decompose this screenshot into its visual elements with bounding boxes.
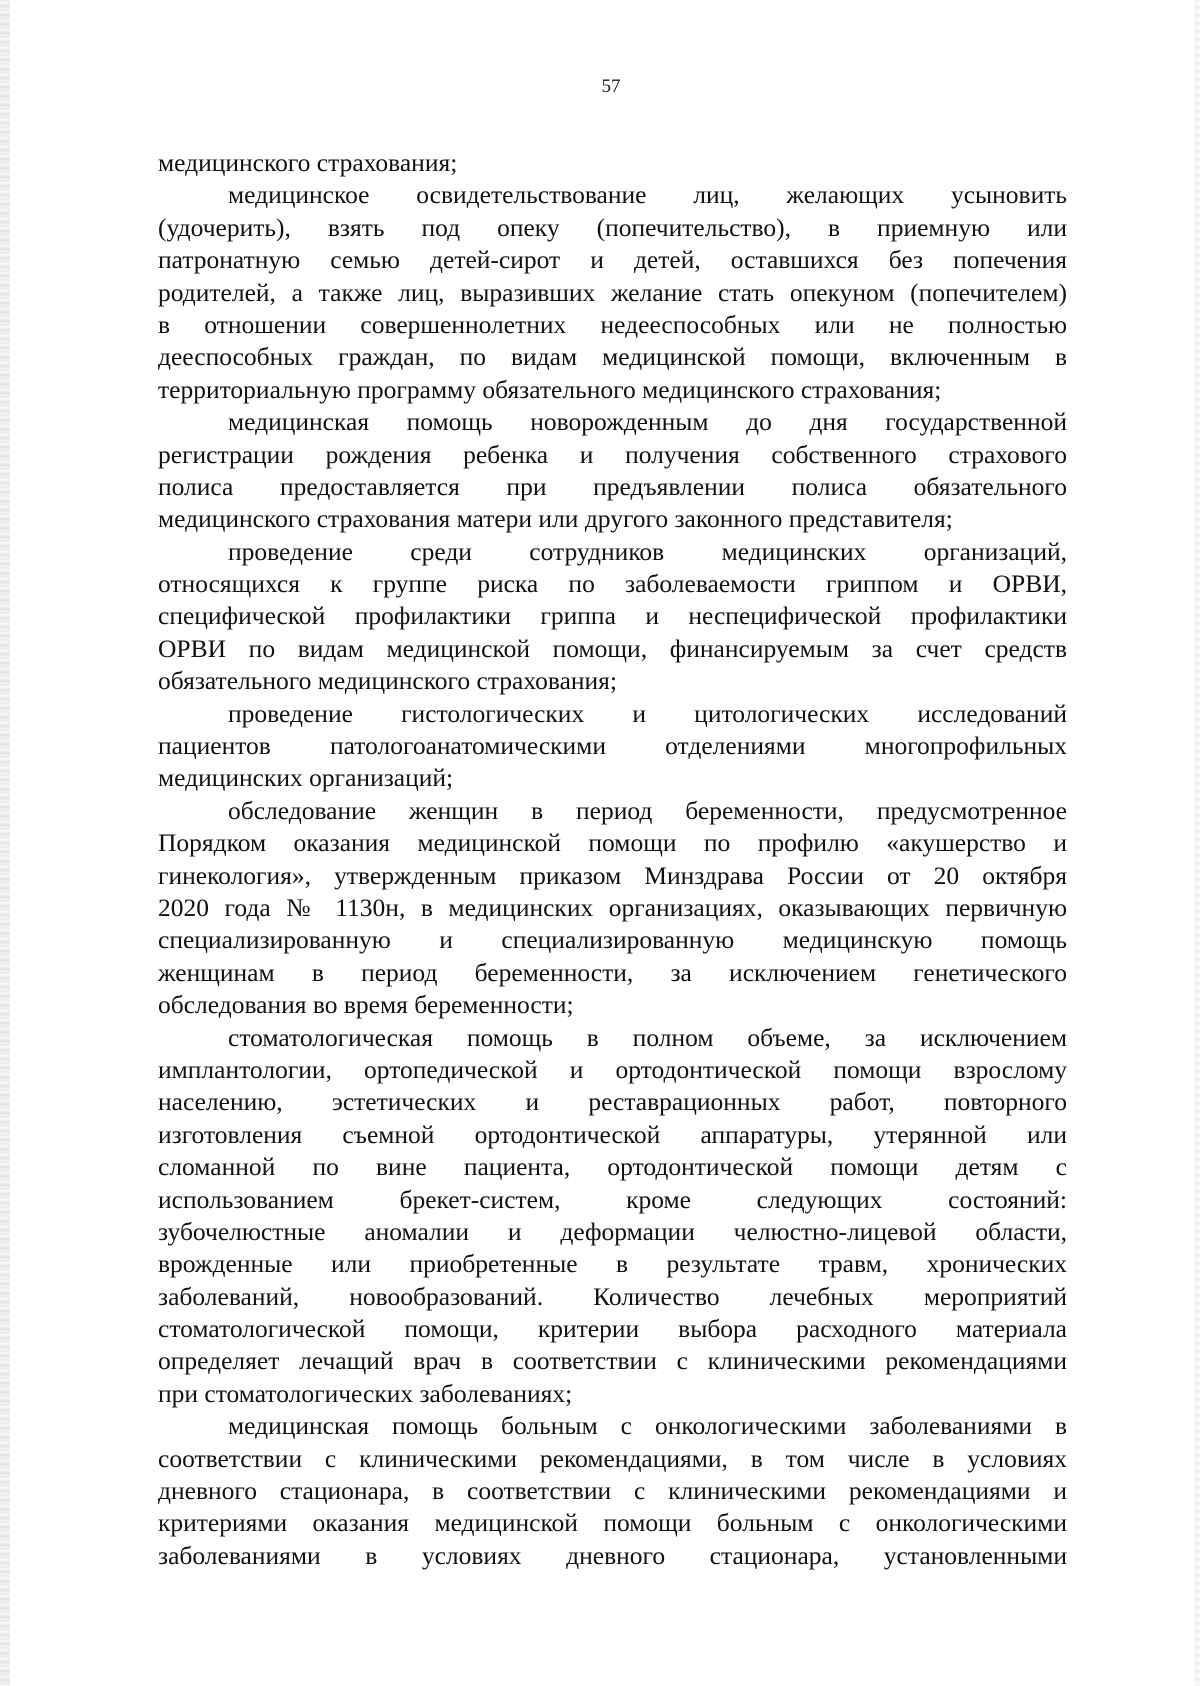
- text-line: Порядком оказания медицинской помощи по профилю «акушерство и: [158, 828, 1067, 858]
- text-line: соответствии с клиническими рекомендациями, в том числе в условиях: [158, 1443, 1067, 1473]
- text-line: зубочелюстные аномалии и деформации челюстно-лицевой области,: [158, 1216, 1067, 1246]
- text-line: медицинское освидетельствование лиц, желающих усыновить: [228, 180, 1067, 210]
- text-line: изготовления съемной ортодонтической аппаратуры, утерянной или: [158, 1119, 1067, 1149]
- text-line: врожденные или приобретенные в результате травм, хронических: [158, 1249, 1067, 1279]
- text-line: в отношении совершеннолетних недееспособных или не полностью: [158, 309, 1067, 339]
- text-line: дневного стационара, в соответствии с клиническими рекомендациями и: [158, 1476, 1067, 1506]
- text-line: территориальную программу обязательного медицинского страхования;: [158, 374, 942, 404]
- text-line: при стоматологических заболеваниях;: [158, 1378, 573, 1408]
- text-line: медицинская помощь больным с онкологическими заболеваниями в: [228, 1411, 1067, 1441]
- scan-right-edge: [1194, 0, 1200, 1686]
- text-line: использованием брекет-систем, кроме следующих состояний:: [158, 1184, 1067, 1214]
- text-line: стоматологическая помощь в полном объеме, за исключением: [228, 1022, 1067, 1052]
- text-line: критериями оказания медицинской помощи больным с онкологическими: [158, 1508, 1067, 1538]
- text-line: ОРВИ по видам медицинской помощи, финансируемым за счет средств: [158, 633, 1067, 663]
- document-body: [158, 147, 1067, 1572]
- text-line: специализированную и специализированную медицинскую помощь: [158, 925, 1067, 955]
- text-line: заболеваний, новообразований. Количество лечебных мероприятий: [158, 1281, 1067, 1311]
- text-line: (удочерить), взять под опеку (попечительство), в приемную или: [158, 212, 1067, 242]
- text-line: обязательного медицинского страхования;: [158, 666, 617, 696]
- text-line: дееспособных граждан, по видам медицинской помощи, включенным в: [158, 342, 1067, 372]
- text-line: пациентов патологоанатомическими отделениями многопрофильных: [158, 731, 1067, 761]
- text-line: заболеваниями в условиях дневного стационара, установленными: [158, 1540, 1067, 1570]
- text-line: обследования во время беременности;: [158, 990, 574, 1020]
- text-line: медицинского страхования;: [158, 148, 458, 177]
- text-line: сломанной по вине пациента, ортодонтической помощи детям с: [158, 1152, 1067, 1182]
- text-line: родителей, а также лиц, выразивших желание стать опекуном (попечителем): [158, 277, 1067, 307]
- text-line: медицинского страхования матери или другого законного представителя;: [158, 504, 953, 534]
- text-line: специфической профилактики гриппа и неспецифической профилактики: [158, 601, 1067, 631]
- text-line: обследование женщин в период беременности, предусмотренное: [228, 795, 1067, 825]
- text-line: населению, эстетических и реставрационных работ, повторного: [158, 1087, 1067, 1117]
- text-line: гинекология», утвержденным приказом Минздрава России от 20 октября: [158, 860, 1067, 890]
- text-line: имплантологии, ортопедической и ортодонтической помощи взрослому: [158, 1054, 1067, 1084]
- text-line: регистрации рождения ребенка и получения собственного страхового: [158, 439, 1067, 469]
- text-line: относящихся к группе риска по заболеваемости гриппом и ОРВИ,: [158, 569, 1067, 599]
- text-line: патронатную семью детей-сирот и детей, оставшихся без попечения: [158, 245, 1067, 275]
- text-line: женщинам в период беременности, за исключением генетического: [158, 957, 1067, 987]
- text-line: 2020 года № 1130н, в медицинских организациях, оказывающих первичную: [158, 892, 1067, 922]
- scan-left-edge: [0, 0, 10, 1686]
- text-line: медицинских организаций;: [158, 763, 454, 793]
- page-number: 57: [601, 76, 621, 97]
- text-line: определяет лечащий врач в соответствии с клиническими рекомендациями: [158, 1346, 1067, 1376]
- text-line: полиса предоставляется при предъявлении полиса обязательного: [158, 471, 1067, 501]
- text-line: проведение среди сотрудников медицинских организаций,: [228, 536, 1067, 566]
- text-line: стоматологической помощи, критерии выбора расходного материала: [158, 1314, 1067, 1344]
- text-line: медицинская помощь новорожденным до дня государственной: [228, 407, 1067, 437]
- text-line: проведение гистологических и цитологических исследований: [228, 698, 1067, 728]
